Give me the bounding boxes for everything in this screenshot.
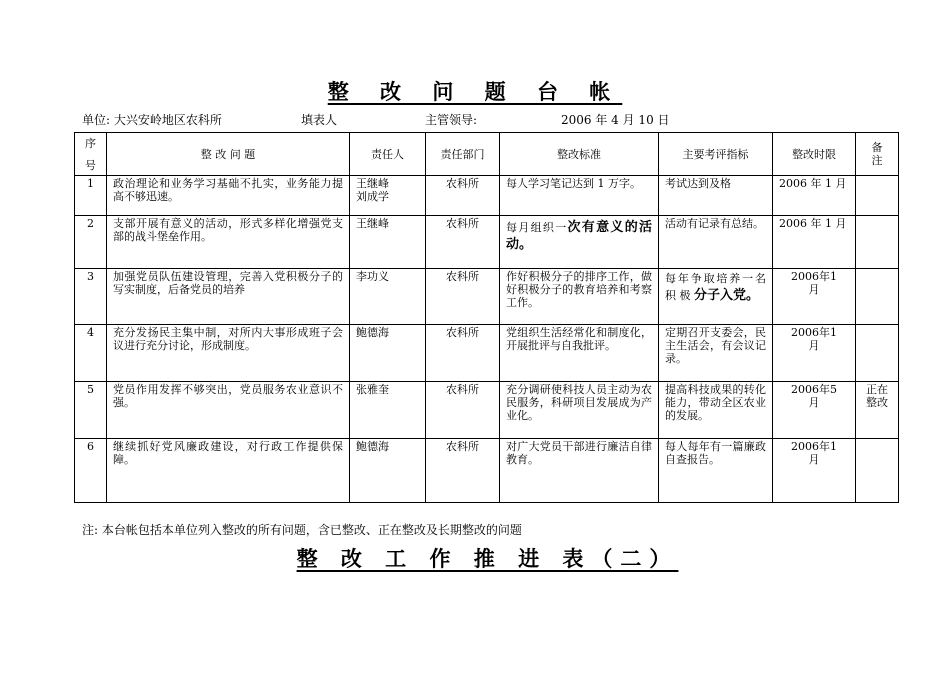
standard-text-emphasis: 次有意义的活动。 [506,220,652,252]
row-remark [856,176,899,216]
row-person: 王继峰 刘成学 [350,176,426,216]
table-row [75,325,899,382]
indicator-text-part: 每年争取培养一名 积 极 [665,272,766,302]
row-deadline: 2006年1 月 [773,325,856,382]
header-seq: 序 号 [75,133,107,176]
row-dept: 农科所 [426,216,500,269]
row-standard: 党组织生活经常化和制度化，开展批评与自我批评。 [500,325,659,382]
row-remark [856,269,899,325]
row-deadline: 2006年1 月 [773,439,856,503]
row-problem: 继续抓好党风廉政建设，对行政工作提供保障。 [107,439,350,503]
header-problem: 整 改 问 题 [107,133,350,176]
row-seq: 1 [75,176,107,216]
row-standard: 充分调研使科技人员主动为农民服务，科研项目发展成为产业化。 [500,382,659,439]
row-person: 李功义 [350,269,426,325]
leader-label: 主管领导: [425,113,478,127]
row-person: 鲍德海 [350,439,426,503]
row-seq: 3 [75,269,107,325]
row-problem: 充分发扬民主集中制，对所内大事形成班子会议进行充分讨论，形成制度。 [107,325,350,382]
row-indicator: 考试达到及格 [659,176,773,216]
unit-label: 单位: 大兴安岭地区农科所 [82,113,222,127]
indicator-text-emphasis: 分子入党。 [694,288,760,303]
row-seq: 2 [75,216,107,269]
row-remark [856,216,899,269]
row-problem: 支部开展有意义的活动，形式多样化增强党支部的战斗堡垒作用。 [107,216,350,269]
row-remark [856,325,899,382]
second-title: 整 改 工 作 推 进 表（二） [296,546,679,571]
row-indicator: 定期召开支委会，民主生活会，有会议记录。 [659,325,773,382]
row-dept: 农科所 [426,176,500,216]
row-dept: 农科所 [426,382,500,439]
row-problem: 党员作用发挥不够突出，党员服务农业意识不强。 [107,382,350,439]
row-deadline: 2006年5 月 [773,382,856,439]
row-dept: 农科所 [426,269,500,325]
table-row [75,439,899,503]
row-standard: 对广大党员干部进行廉洁自律教育。 [500,439,659,503]
row-remark: 正在 整改 [856,382,899,439]
row-standard [500,216,659,269]
row-indicator: 活动有记录有总结。 [659,216,773,269]
table-row [75,216,899,269]
row-seq: 4 [75,325,107,382]
table-row [75,269,899,325]
row-standard: 作好积极分子的排序工作，做好积极分子的教育培养和考察工作。 [500,269,659,325]
footnote: 注: 本台帐包括本单位列入整改的所有问题，含已整改、正在整改及长期整改的问题 [82,523,522,537]
row-deadline: 2006 年 1 月 [773,216,856,269]
row-person: 张雅奎 [350,382,426,439]
header-person: 责任人 [350,133,426,176]
row-dept: 农科所 [426,439,500,503]
row-remark [856,439,899,503]
row-problem: 加强党员队伍建设管理，完善入党积极分子的写实制度，后备党员的培养 [107,269,350,325]
row-seq: 6 [75,439,107,503]
rectification-ledger-table [74,132,899,503]
date-label: 2006 年 4 月 10 日 [561,113,670,127]
row-deadline: 2006年1 月 [773,269,856,325]
row-person: 王继峰 [350,216,426,269]
filler-label: 填表人 [301,113,338,127]
table-header-row [75,133,899,176]
standard-text-part: 每月组织一 [506,221,568,234]
row-indicator [659,269,773,325]
row-standard: 每人学习笔记达到 1 万字。 [500,176,659,216]
row-seq: 5 [75,382,107,439]
row-problem: 政治理论和业务学习基础不扎实，业务能力提高不够迅速。 [107,176,350,216]
page-title: 整 改 问 题 台 帐 [327,79,623,104]
row-indicator: 提高科技成果的转化能力，带动全区农业的发展。 [659,382,773,439]
header-dept: 责任部门 [426,133,500,176]
row-deadline: 2006 年 1 月 [773,176,856,216]
row-indicator: 每人每年有一篇廉政自查报告。 [659,439,773,503]
row-person: 鲍德海 [350,325,426,382]
header-standard: 整改标准 [500,133,659,176]
header-indicator: 主要考评指标 [659,133,773,176]
table-row [75,176,899,216]
header-remark: 备 注 [856,133,899,176]
row-dept: 农科所 [426,325,500,382]
header-deadline: 整改时限 [773,133,856,176]
table-row [75,382,899,439]
